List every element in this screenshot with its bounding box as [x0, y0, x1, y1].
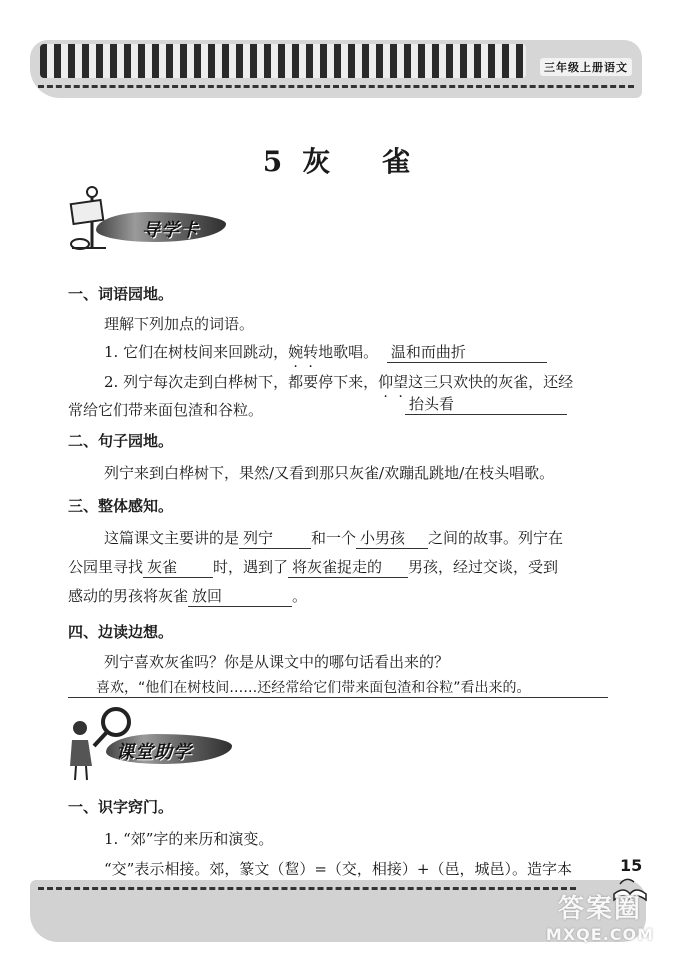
- q3-answer-2: 小男孩: [356, 527, 428, 549]
- dotted-word-char: 仰: [378, 373, 394, 391]
- q3-answer-3: 灰雀: [143, 556, 213, 578]
- lesson-title-char-2: 雀: [382, 145, 413, 178]
- top-banner: [30, 40, 642, 98]
- q5-item1: 1. “郊”字的来历和演变。: [104, 830, 274, 848]
- lesson-title: [0, 140, 675, 180]
- q3-answer-4: 将灰雀捉走的: [288, 556, 408, 578]
- lesson-title-char-1: 灰: [302, 145, 333, 178]
- q5-heading: 一、识字窍门。: [68, 798, 174, 816]
- q2-sentence: 列宁来到白桦树下，果然/又看到那只灰雀/欢蹦乱跳地/在枝头唱歌。: [104, 464, 555, 482]
- series-label: 三年级上册语文: [540, 58, 632, 76]
- q1-item2-line1: 2. 列宁每次走到白桦树下，都要停下来，仰望这三只欢快的灰雀，还经: [104, 373, 574, 391]
- class-help-badge: [66, 706, 236, 782]
- q1-item1-answer: 温和而曲折: [387, 341, 547, 363]
- banner-stripes: [40, 44, 526, 78]
- banner-dashed-line: [38, 85, 634, 88]
- dotted-word-char: 婉: [288, 343, 304, 361]
- q3-answer-1: 列宁: [239, 527, 311, 549]
- banner-dashed-line: [38, 887, 576, 890]
- q3-heading: 三、整体感知。: [68, 497, 174, 515]
- q3-line3: 感动的男孩将灰雀 放回 。: [68, 587, 308, 605]
- q1-item2-line2: 常给它们带来面包渣和谷粒。: [68, 401, 264, 419]
- q4-answer: 喜欢，“他们在树枝间……还经常给它们带来面包渣和谷粒”看出来的。: [96, 680, 531, 696]
- q1-intro: 理解下列加点的词语。: [104, 315, 255, 333]
- q5-item1-text: “交”表示相接。郊，篆文（𨛫）=（交，相接）+（邑，城邑）。造字本: [104, 860, 572, 878]
- q4-answer-line: [68, 697, 608, 698]
- q3-line2: 公园里寻找 灰雀 时，遇到了 将灰雀捉走的 男孩，经过交谈，受到: [68, 558, 559, 576]
- lesson-number: 5: [262, 145, 285, 178]
- q2-heading: 二、句子园地。: [68, 432, 174, 450]
- q4-heading: 四、边读边想。: [68, 623, 174, 641]
- page-number: 15: [620, 856, 643, 875]
- signpost-icon: [62, 184, 108, 252]
- dotted-word-char: 转: [303, 343, 319, 361]
- q3-line1: 这篇课文主要讲的是 列宁 和一个 小男孩 之间的故事。列宁在: [104, 529, 564, 547]
- q1-item1: 1. 它们在树枝间来回跳动，婉转地歌唱。 温和而曲折: [104, 341, 547, 363]
- guide-card-label: 导学卡: [142, 220, 199, 241]
- q3-answer-5: 放回: [188, 585, 292, 607]
- guide-card-badge: [62, 184, 232, 254]
- q1-heading: 一、词语园地。: [68, 285, 174, 303]
- watermark: 答案圈 MXQE.COM: [545, 894, 655, 944]
- dotted-word-char: 望: [393, 373, 409, 391]
- q4-question: 列宁喜欢灰雀吗？你是从课文中的哪句话看出来的？: [104, 653, 450, 671]
- q1-item2-answer: 抬头看: [405, 393, 567, 415]
- class-help-label: 课堂助学: [116, 742, 192, 763]
